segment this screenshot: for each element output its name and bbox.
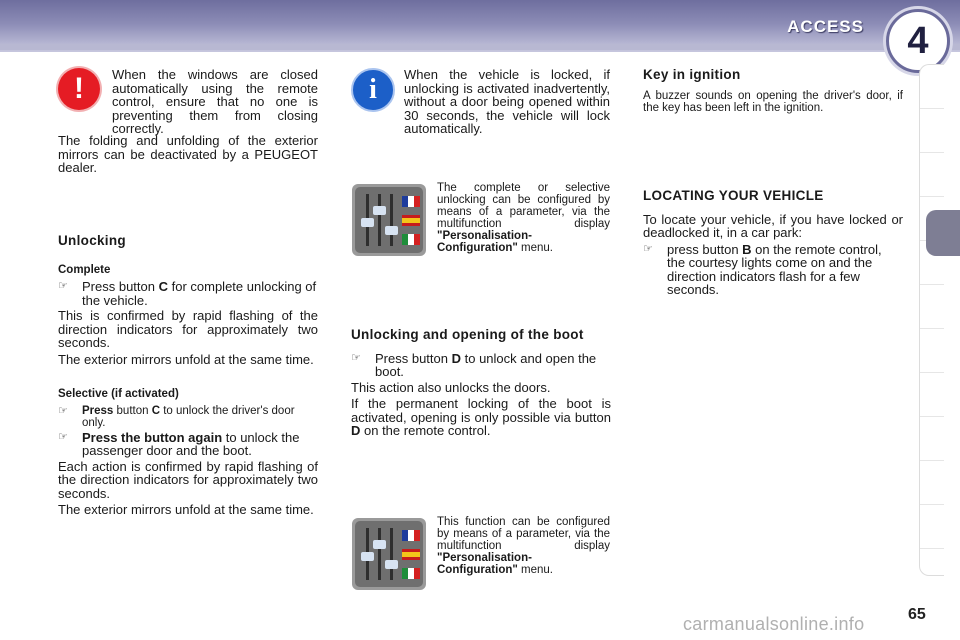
boot-section (351, 328, 611, 441)
exclamation-warning-icon: ! (58, 68, 100, 110)
complete-bullet: ☞ Press button C for complete unlocking of the vehicle. (58, 279, 317, 308)
selective-bullet-1: ☞ Press button C to unlock the driver's door only. (58, 404, 295, 429)
header-lip (0, 44, 960, 50)
config-note-2: This function can be configured by means of a parameter, via the multifunction display "Personalisation-Configuration" menu. (437, 516, 610, 576)
key-heading: Key in ignition (643, 67, 741, 82)
selective-heading: Selective (if activated) (58, 388, 179, 400)
pointing-hand-icon: ☞ (351, 351, 361, 364)
locating-text: To locate your vehicle, if you have locked or deadlocked it, in a car park: (643, 211, 903, 240)
boot-heading: Unlocking and opening of the boot (351, 327, 584, 342)
active-chapter-tab[interactable] (926, 210, 960, 256)
pointing-hand-icon: ☞ (58, 280, 68, 292)
info-text: When the vehicle is locked, if unlocking is activated inadvertently, without a door being opened within 30 seconds, the vehicle will lock automatically. (404, 67, 610, 136)
chapter-tabs[interactable] (919, 64, 944, 576)
boot-bullet: ☞ Press button D to unlock and open the boot. (351, 350, 597, 379)
mirrors-text: The folding and unfolding of the exterior mirrors can be deactivated by a PEUGEOT dealer. (58, 133, 318, 175)
multifunction-config-icon (352, 518, 426, 590)
key-text: A buzzer sounds on opening the driver's door, if the key has been left in the ignition. (643, 89, 903, 114)
locating-bullet: ☞ press button B on the remote control, the courtesy lights come on and the direction indicators flash for a few seconds. (643, 241, 882, 297)
button-c-label: C (158, 279, 168, 294)
config-note-1: The complete or selective unlocking can be configured by means of a parameter, via the multifunction display "Personalisation-Configuration" menu. (437, 182, 610, 254)
section-title: ACCESS (787, 17, 864, 36)
page-number: 65 (908, 606, 926, 623)
warning-text: When the windows are closed automatically using the remote control, ensure that no one is preventing them from closing correctly. (112, 67, 318, 136)
warning-note (112, 68, 318, 139)
unlocking-section (58, 234, 318, 520)
info-note (404, 68, 610, 139)
selective-confirm-text: Each action is confirmed by rapid flashing of the direction indicators for approximately two seconds. (58, 458, 318, 501)
complete-mirrors-text: The exterior mirrors unfold at the same time. (58, 351, 314, 367)
selective-mirrors-text: The exterior mirrors unfold at the same time. (58, 502, 314, 517)
chapter-number-badge: 4 (886, 9, 950, 73)
pointing-hand-icon: ☞ (58, 404, 68, 417)
pointing-hand-icon: ☞ (58, 430, 68, 443)
info-icon: i (351, 68, 395, 112)
complete-heading: Complete (58, 263, 111, 276)
unlocking-heading: Unlocking (58, 233, 126, 248)
complete-confirm-text: This is confirmed by rapid flashing of the direction indicators for approximately two seconds. (58, 308, 318, 350)
watermark-text: carmanualsonline.info (683, 614, 865, 634)
key-in-ignition-section (643, 68, 903, 117)
locating-section (643, 189, 903, 299)
mirrors-note (58, 134, 318, 178)
multifunction-config-icon (352, 184, 426, 256)
pointing-hand-icon: ☞ (643, 242, 653, 255)
boot-doors-text: This action also unlocks the doors. (351, 379, 551, 395)
boot-permanent-text: If the permanent locking of the boot is activated, opening is only possible via button D on the remote control. (351, 396, 611, 438)
selective-bullet-2: ☞ Press the button again to unlock the passenger door and the boot. (58, 429, 300, 458)
locating-heading: LOCATING YOUR VEHICLE (643, 188, 824, 203)
